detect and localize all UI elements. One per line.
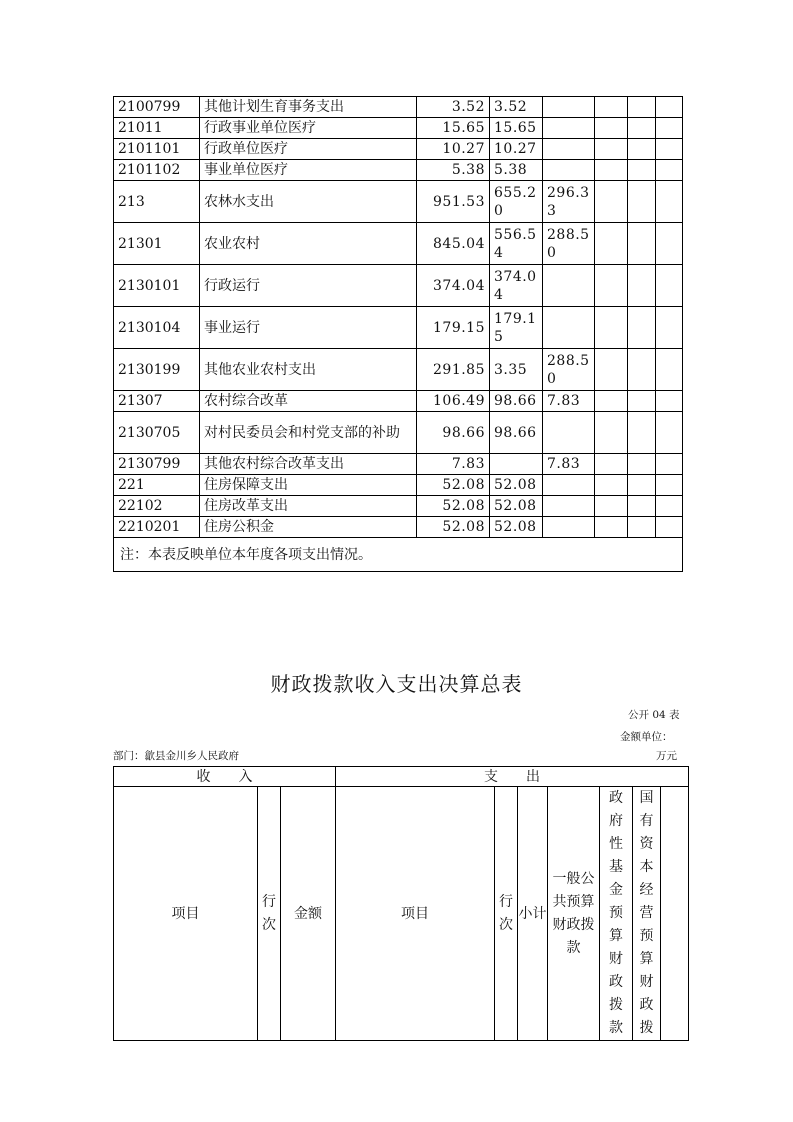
cell-total: 374.04: [417, 265, 490, 307]
cell-basic: 179.15: [490, 307, 543, 349]
cell-total: 106.49: [417, 391, 490, 412]
cell-project: [543, 265, 595, 307]
cell-project: [543, 160, 595, 181]
cell-c6: [656, 307, 683, 349]
cell-name: 行政运行: [200, 265, 417, 307]
table-row: [114, 307, 683, 349]
table-row: [114, 475, 683, 496]
cell-c5: [628, 139, 656, 160]
cell-project: 288.50: [543, 223, 595, 265]
cell-code: 2101102: [114, 160, 200, 181]
cell-c4: [595, 496, 628, 517]
cell-code: 2130705: [114, 412, 200, 454]
cell-c6: [656, 349, 683, 391]
fiscal-summary-table: [113, 766, 689, 1041]
cell-code: 213: [114, 181, 200, 223]
cell-total: 52.08: [417, 517, 490, 538]
cell-code: 2210201: [114, 517, 200, 538]
table-note: 注：本表反映单位本年度各项支出情况。: [114, 538, 683, 572]
cell-name: 住房公积金: [200, 517, 417, 538]
cell-c5: [628, 265, 656, 307]
cell-project: 7.83: [543, 391, 595, 412]
cell-name: 其他计划生育事务支出: [200, 97, 417, 118]
cell-c4: [595, 391, 628, 412]
cell-name: 住房保障支出: [200, 475, 417, 496]
cell-total: 179.15: [417, 307, 490, 349]
cell-c4: [595, 475, 628, 496]
table-row: [114, 97, 683, 118]
cell-c6: [656, 496, 683, 517]
table-row: [114, 412, 683, 454]
cell-project: [543, 139, 595, 160]
cell-project: 288.50: [543, 349, 595, 391]
cell-code: 2130199: [114, 349, 200, 391]
cell-basic: 3.35: [490, 349, 543, 391]
cell-c4: [595, 181, 628, 223]
cell-c6: [656, 139, 683, 160]
cell-c5: [628, 181, 656, 223]
table-row: [114, 181, 683, 223]
cell-c6: [656, 517, 683, 538]
table-row: [114, 223, 683, 265]
cell-basic: 5.38: [490, 160, 543, 181]
cell-project: [543, 307, 595, 349]
cell-basic: 374.04: [490, 265, 543, 307]
cell-c4: [595, 349, 628, 391]
cell-project: [543, 118, 595, 139]
cell-total: 15.65: [417, 118, 490, 139]
cell-total: 52.08: [417, 496, 490, 517]
cell-c4: [595, 454, 628, 475]
gov-fund-header: 政府性基金预算财政拨款: [600, 787, 633, 1041]
cell-name: 行政单位医疗: [200, 139, 417, 160]
cell-c4: [595, 118, 628, 139]
cell-c5: [628, 475, 656, 496]
cell-basic: 52.08: [490, 517, 543, 538]
cell-basic: 52.08: [490, 496, 543, 517]
cell-c6: [656, 223, 683, 265]
cell-total: 3.52: [417, 97, 490, 118]
cell-name: 其他农业农村支出: [200, 349, 417, 391]
cell-c4: [595, 265, 628, 307]
cell-name: 农村综合改革: [200, 391, 417, 412]
cell-total: 291.85: [417, 349, 490, 391]
cell-name: 住房改革支出: [200, 496, 417, 517]
expense-rowno-header: 行次: [495, 787, 518, 1041]
cell-name: 农林水支出: [200, 181, 417, 223]
table-row: [114, 118, 683, 139]
cell-name: 事业单位医疗: [200, 160, 417, 181]
cell-c5: [628, 412, 656, 454]
table-row: [114, 454, 683, 475]
cell-code: 2130104: [114, 307, 200, 349]
unit-value: 万元: [656, 750, 677, 762]
cell-project: 296.33: [543, 181, 595, 223]
cell-c5: [628, 349, 656, 391]
cell-c5: [628, 160, 656, 181]
cell-basic: 15.65: [490, 118, 543, 139]
cell-c5: [628, 496, 656, 517]
cell-c4: [595, 97, 628, 118]
cell-project: [543, 412, 595, 454]
cell-project: [543, 496, 595, 517]
cell-c5: [628, 391, 656, 412]
cell-code: 221: [114, 475, 200, 496]
form-number: 公开 04 表: [628, 709, 680, 721]
expense-header: 支 出: [336, 767, 689, 787]
department-label: 部门：歙县金川乡人民政府: [113, 750, 239, 762]
table-row: [114, 160, 683, 181]
extra-column-header: [661, 787, 689, 1041]
cell-name: 对村民委员会和村党支部的补助: [200, 412, 417, 454]
expenditure-table: [113, 96, 683, 572]
table-row: [114, 139, 683, 160]
cell-code: 21307: [114, 391, 200, 412]
cell-code: 2101101: [114, 139, 200, 160]
cell-name: 行政事业单位医疗: [200, 118, 417, 139]
cell-c6: [656, 181, 683, 223]
cell-total: 951.53: [417, 181, 490, 223]
cell-basic: 10.27: [490, 139, 543, 160]
cell-c4: [595, 139, 628, 160]
table-row: [114, 496, 683, 517]
cell-total: 98.66: [417, 412, 490, 454]
cell-code: 2130101: [114, 265, 200, 307]
expense-item-header: 项目: [336, 787, 495, 1041]
cell-basic: 52.08: [490, 475, 543, 496]
table-row: [114, 391, 683, 412]
cell-basic: 98.66: [490, 391, 543, 412]
cell-code: 2100799: [114, 97, 200, 118]
cell-c5: [628, 517, 656, 538]
cell-c6: [656, 454, 683, 475]
subtotal-header: 小计: [518, 787, 548, 1041]
cell-project: [543, 475, 595, 496]
general-budget-header: 一般公共预算财政拨款: [548, 787, 600, 1041]
cell-total: 52.08: [417, 475, 490, 496]
cell-c5: [628, 118, 656, 139]
cell-c4: [595, 307, 628, 349]
income-amount-header: 金额: [281, 787, 336, 1041]
table-row: [114, 349, 683, 391]
cell-c6: [656, 475, 683, 496]
income-item-header: 项目: [114, 787, 258, 1041]
cell-name: 事业运行: [200, 307, 417, 349]
cell-basic: 556.54: [490, 223, 543, 265]
income-rowno-header: 行次: [258, 787, 281, 1041]
cell-basic: 655.20: [490, 181, 543, 223]
note-row: [114, 538, 683, 572]
cell-total: 5.38: [417, 160, 490, 181]
cell-project: [543, 517, 595, 538]
cell-c6: [656, 265, 683, 307]
cell-name: 农业农村: [200, 223, 417, 265]
cell-c6: [656, 160, 683, 181]
cell-total: 845.04: [417, 223, 490, 265]
cell-basic: 98.66: [490, 412, 543, 454]
cell-code: 2130799: [114, 454, 200, 475]
unit-label: 金额单位：: [620, 731, 673, 743]
cell-c5: [628, 97, 656, 118]
cell-c6: [656, 391, 683, 412]
cell-basic: [490, 454, 543, 475]
cell-c6: [656, 412, 683, 454]
cell-code: 21011: [114, 118, 200, 139]
cell-c6: [656, 118, 683, 139]
cell-project: 7.83: [543, 454, 595, 475]
cell-code: 22102: [114, 496, 200, 517]
state-capital-header: 国有资本经营预算财政拨: [633, 787, 661, 1041]
cell-c5: [628, 307, 656, 349]
cell-c5: [628, 454, 656, 475]
cell-c4: [595, 223, 628, 265]
cell-c4: [595, 160, 628, 181]
cell-c4: [595, 412, 628, 454]
table-row: [114, 265, 683, 307]
cell-project: [543, 97, 595, 118]
table-row: [114, 517, 683, 538]
page-title: 财政拨款收入支出决算总表: [270, 672, 523, 696]
cell-name: 其他农村综合改革支出: [200, 454, 417, 475]
cell-c5: [628, 223, 656, 265]
cell-total: 10.27: [417, 139, 490, 160]
cell-total: 7.83: [417, 454, 490, 475]
cell-c4: [595, 517, 628, 538]
cell-code: 21301: [114, 223, 200, 265]
cell-c6: [656, 97, 683, 118]
cell-basic: 3.52: [490, 97, 543, 118]
income-header: 收 入: [114, 767, 336, 787]
